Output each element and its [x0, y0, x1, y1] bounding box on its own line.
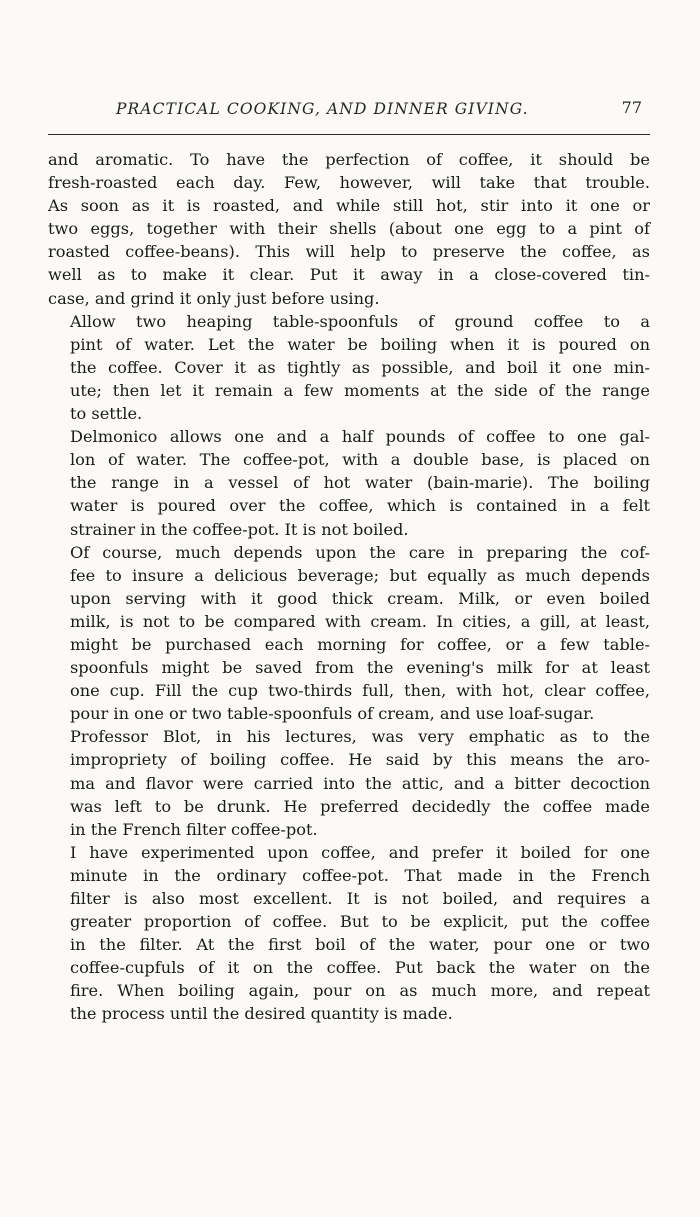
text-line: pint of water. Let the water be boiling when it is poured on [70, 334, 650, 354]
text-line: ma and flavor were carried into the attic, and a bitter decoction [70, 773, 650, 793]
body-text [48, 148, 650, 1026]
text-line: the coffee. Cover it as tightly as possible, and boil it one min- [70, 357, 650, 377]
paragraph-proportions [48, 310, 650, 425]
text-line: to settle. [70, 404, 143, 424]
text-line: minute in the ordinary coffee-pot. That made in the French [70, 865, 650, 885]
text-line: strainer in the coffee-pot. It is not boiled. [70, 519, 409, 539]
text-line: lon of water. The coffee-pot, with a double base, is placed on [70, 450, 650, 470]
text-line: ute; then let it remain a few moments at the side of the range [70, 380, 650, 400]
text-line: I have experimented upon coffee, and prefer it boiled for one [70, 842, 650, 862]
text-line: fire. When boiling again, pour on as much more, and repeat [70, 981, 650, 1001]
paragraph-professor-blot [48, 725, 650, 840]
text-line: Allow two heaping table-spoonfuls of ground coffee to a [70, 311, 650, 331]
paragraph-experiment [48, 841, 650, 1026]
text-line: water is poured over the coffee, which is contained in a felt [70, 496, 650, 516]
running-title: PRACTICAL COOKING, AND DINNER GIVING. [116, 100, 529, 118]
text-line: pour in one or two table-spoonfuls of cream, and use loaf-sugar. [70, 704, 595, 724]
text-line: impropriety of boiling coffee. He said by this means the aro- [70, 750, 650, 770]
header-rule [48, 134, 650, 135]
text-line: the process until the desired quantity is made. [70, 1004, 453, 1024]
text-line: one cup. Fill the cup two-thirds full, then, with hot, clear coffee, [70, 681, 650, 701]
paragraph-delmonico [48, 425, 650, 540]
text-line: upon serving with it good thick cream. Milk, or even boiled [70, 588, 650, 608]
text-line: fresh-roasted each day. Few, however, will take that trouble. [48, 173, 650, 193]
page-header [48, 96, 650, 124]
text-line: was left to be drunk. He preferred decidedly the coffee made [70, 796, 650, 816]
text-line: the range in a vessel of hot water (bain-marie). The boiling [70, 473, 650, 493]
text-line: fee to insure a delicious beverage; but equally as much depends [70, 565, 650, 585]
text-line: Professor Blot, in his lectures, was very emphatic as to the [70, 727, 650, 747]
text-line: two eggs, together with their shells (about one egg to a pint of [48, 219, 650, 239]
page-number: 77 [621, 98, 642, 117]
text-line: spoonfuls might be saved from the evening's milk for at least [70, 658, 650, 678]
text-line: in the French filter coffee-pot. [70, 819, 318, 839]
text-line: greater proportion of coffee. But to be explicit, put the coffee [70, 912, 650, 932]
text-line: coffee-cupfuls of it on the coffee. Put back the water on the [70, 958, 650, 978]
text-line: in the filter. At the first boil of the water, pour one or two [70, 935, 650, 955]
text-line: milk, is not to be compared with cream. In cities, a gill, at least, [70, 611, 650, 631]
text-line: filter is also most excellent. It is not boiled, and requires a [70, 889, 650, 908]
text-line: case, and grind it only just before using. [48, 288, 380, 308]
text-line: Of course, much depends upon the care in preparing the cof- [70, 542, 650, 562]
text-line: roasted coffee-beans). This will help to preserve the coffee, as [48, 242, 650, 262]
paragraph-cream [48, 541, 650, 726]
text-line: As soon as it is roasted, and while still hot, stir into it one or [48, 196, 650, 216]
text-line: well as to make it clear. Put it away in a close-covered tin- [48, 265, 650, 285]
text-line: and aromatic. To have the perfection of coffee, it should be [48, 150, 650, 169]
text-line: Delmonico allows one and a half pounds of coffee to one gal- [70, 427, 650, 447]
text-line: might be purchased each morning for coffee, or a few table- [70, 634, 650, 654]
paragraph-coffee-roasting [48, 148, 650, 310]
